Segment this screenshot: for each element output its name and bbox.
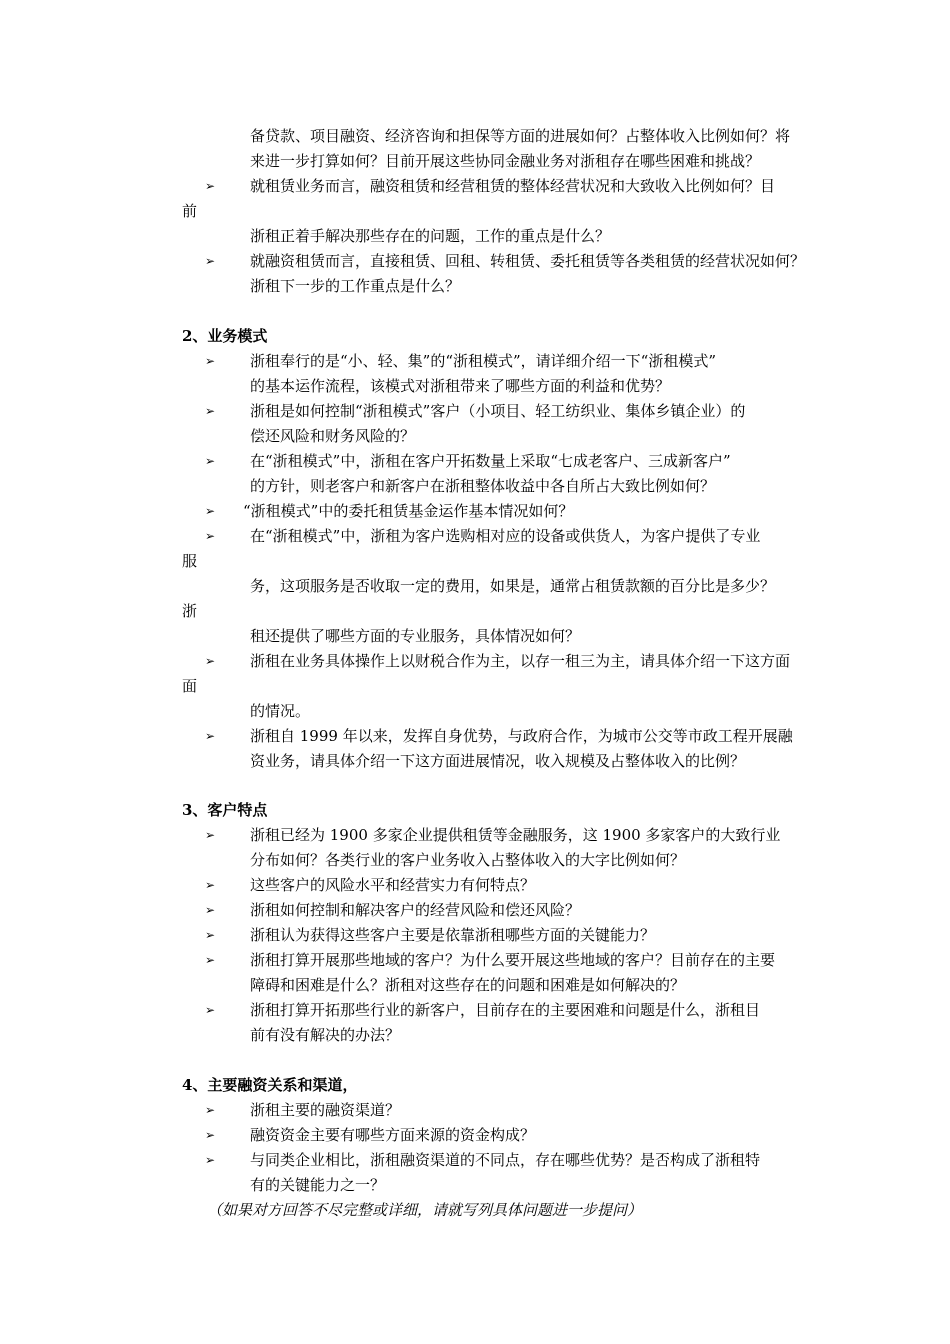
bullet-arrow-icon: ➢	[205, 529, 216, 543]
question-text: 资业务，请具体介绍一下这方面进展情况，收入规模及占整体收入的比例？	[250, 752, 746, 770]
question-text: 分布如何？各类行业的客户业务收入占整体收入的大字比例如何？	[250, 851, 686, 869]
question-text: 浙租正着手解决那些存在的问题，工作的重点是什么？	[250, 227, 611, 245]
question-text: 有的关键能力之一？	[250, 1176, 386, 1194]
question-text: 偿还风险和财务风险的？	[250, 427, 416, 445]
question-text: 浙租在业务具体操作上以财税合作为主，以存一租三为主，请具体介绍一下这方面	[250, 652, 791, 670]
question-text: 融资资金主要有哪些方面来源的资金构成？	[250, 1126, 536, 1144]
bullet-arrow-icon: ➢	[205, 654, 216, 668]
wrap-char: 服	[182, 552, 198, 570]
section-heading: 4、主要融资关系和渠道，	[182, 1076, 358, 1094]
question-text: 的基本运作流程，该模式对浙租带来了哪些方面的利益和优势？	[250, 377, 671, 395]
wrap-char: 面	[182, 677, 198, 695]
question-text: 浙租自 1999 年以来，发挥自身优势，与政府合作，为城市公交等市政工程开展融	[250, 727, 793, 745]
bullet-arrow-icon: ➢	[205, 878, 216, 892]
bullet-arrow-icon: ➢	[205, 903, 216, 917]
question-text: 浙租打算开拓那些行业的新客户，目前存在的主要困难和问题是什么，浙租目	[250, 1001, 761, 1019]
question-text: 浙租下一步的工作重点是什么？	[250, 277, 461, 295]
bullet-arrow-icon: ➢	[205, 254, 216, 268]
intro-line: 备贷款、项目融资、经济咨询和担保等方面的进展如何？占整体收入比例如何？将	[250, 127, 791, 145]
question-text: 浙租认为获得这些客户主要是依靠浙租哪些方面的关键能力？	[250, 926, 656, 944]
section-heading: 3、客户特点	[182, 801, 268, 819]
question-text: 与同类企业相比，浙租融资渠道的不同点，存在哪些优势？是否构成了浙租特	[250, 1151, 761, 1169]
question-text: 浙租是如何控制“浙租模式”客户（小项目、轻工纺织业、集体乡镇企业）的	[250, 402, 746, 420]
footnote: （如果对方回答不尽完整或详细，请就写列具体问题进一步提问）	[207, 1201, 643, 1219]
question-text: 浙租打算开展那些地域的客户？为什么要开展这些地域的客户？目前存在的主要	[250, 951, 776, 969]
bullet-arrow-icon: ➢	[205, 354, 216, 368]
question-text: 浙租奉行的是“小、轻、集”的“浙租模式”，请详细介绍一下“浙租模式”	[250, 352, 717, 370]
intro-line: 来进一步打算如何？目前开展这些协同金融业务对浙租存在哪些困难和挑战？	[250, 152, 761, 170]
question-text: 浙租主要的融资渠道？	[250, 1101, 401, 1119]
question-text: 前有没有解决的办法？	[250, 1026, 401, 1044]
question-text: 就租赁业务而言，融资租赁和经营租赁的整体经营状况和大致收入比例如何？目	[250, 177, 776, 195]
bullet-arrow-icon: ➢	[205, 953, 216, 967]
question-text: 这些客户的风险水平和经营实力有何特点？	[250, 876, 536, 894]
question-text: 浙租已经为 1900 多家企业提供租赁等金融服务，这 1900 多家客户的大致行业	[250, 826, 781, 844]
question-text: 的方针，则老客户和新客户在浙租整体收益中各自所占大致比例如何？	[250, 477, 716, 495]
bullet-arrow-icon: ➢	[205, 928, 216, 942]
question-text: 务，这项服务是否收取一定的费用，如果是，通常占租赁款额的百分比是多少？	[250, 577, 776, 595]
question-text: 障碍和困难是什么？浙租对这些存在的问题和困难是如何解决的？	[250, 976, 686, 994]
question-text: 在“浙租模式”中，浙租为客户选购相对应的设备或供货人，为客户提供了专业	[250, 527, 761, 545]
bullet-arrow-icon: ➢	[205, 404, 216, 418]
bullet-arrow-icon: ➢	[205, 504, 216, 518]
section-heading: 2、业务模式	[182, 327, 268, 345]
wrap-char: 前	[182, 202, 198, 220]
bullet-arrow-icon: ➢	[205, 1153, 216, 1167]
question-text: “浙租模式”中的委托租赁基金运作基本情况如何？	[243, 502, 574, 520]
question-text: 的情况。	[250, 702, 311, 720]
bullet-arrow-icon: ➢	[205, 828, 216, 842]
question-text: 就融资租赁而言，直接租赁、回租、转租赁、委托租赁等各类租赁的经营状况如何？	[250, 252, 806, 270]
question-text: 浙租如何控制和解决客户的经营风险和偿还风险？	[250, 901, 581, 919]
bullet-arrow-icon: ➢	[205, 454, 216, 468]
bullet-arrow-icon: ➢	[205, 729, 216, 743]
bullet-arrow-icon: ➢	[205, 179, 216, 193]
question-text: 在“浙租模式”中，浙租在客户开拓数量上采取“七成老客户、三成新客户”	[250, 452, 731, 470]
question-text: 租还提供了哪些方面的专业服务，具体情况如何？	[250, 627, 581, 645]
wrap-char: 浙	[182, 602, 198, 620]
bullet-arrow-icon: ➢	[205, 1128, 216, 1142]
bullet-arrow-icon: ➢	[205, 1103, 216, 1117]
bullet-arrow-icon: ➢	[205, 1003, 216, 1017]
